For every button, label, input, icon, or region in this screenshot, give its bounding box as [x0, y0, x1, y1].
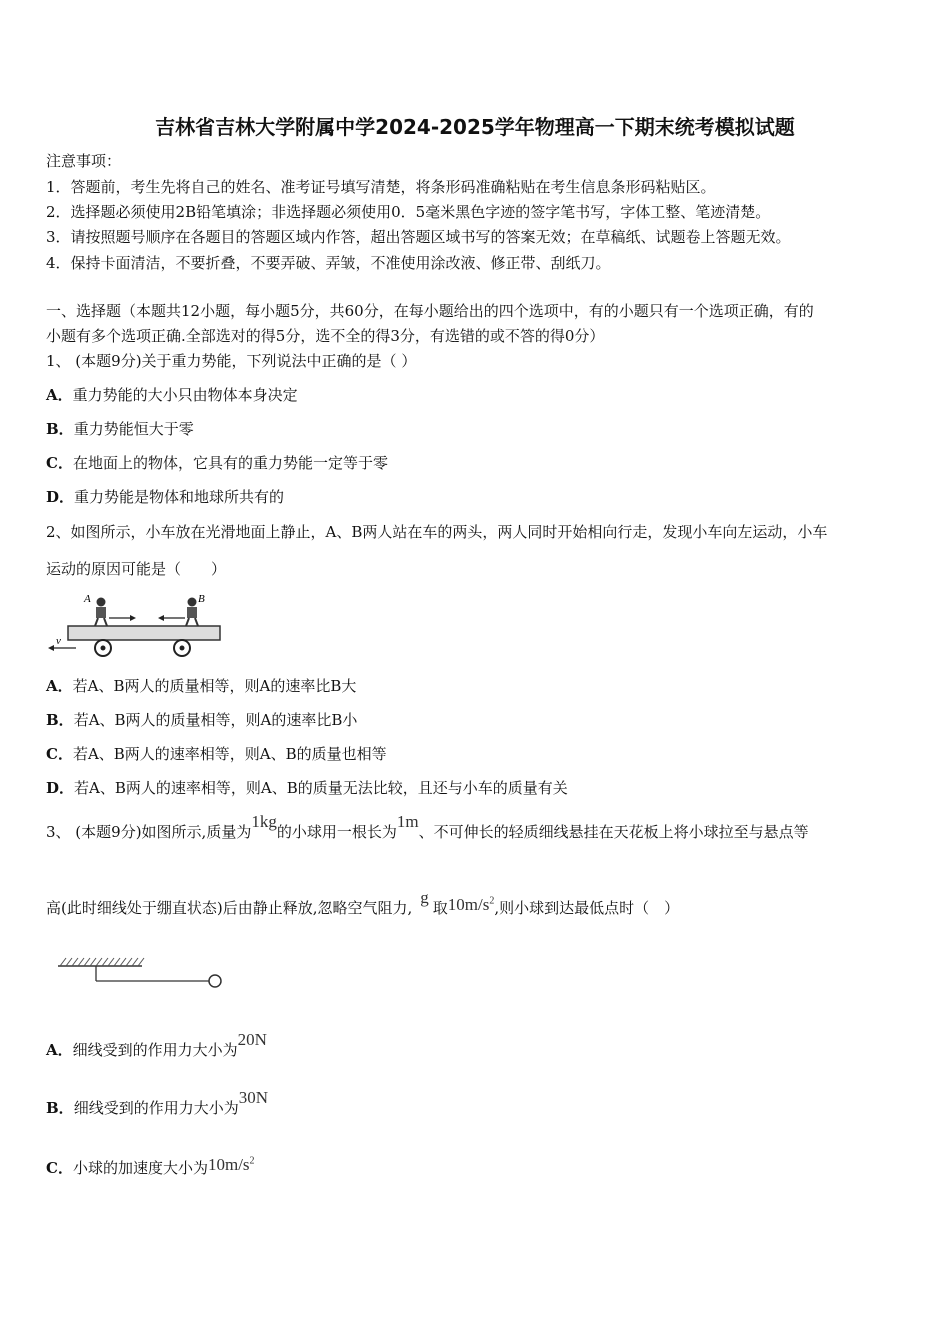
notice-heading: 注意事项：	[46, 152, 122, 170]
option-label: C．	[46, 1159, 73, 1177]
notice-item: 1．答题前，考生先将自己的姓名、准考证号填写清楚，将条形码准确粘贴在考生信息条形码粘贴区。	[46, 178, 716, 196]
option-label: C．	[46, 745, 73, 763]
option-label: A．	[46, 1041, 73, 1059]
page-title: 吉林省吉林大学附属中学2024-2025学年物理高一下期末统考模拟试题	[155, 115, 795, 139]
option-text: 若A、B两人的速率相等，则A、B的质量也相等	[72, 745, 387, 763]
stem-text: 取	[432, 899, 448, 917]
q1-option-d[interactable]	[46, 487, 284, 507]
q3-option-a[interactable]	[46, 1030, 267, 1070]
stem-text: 高(此时细线处于绷直状态)后由静止释放,忽略空气阻力,	[46, 899, 413, 917]
question-3-stem	[46, 812, 809, 852]
pendulum-figure	[54, 954, 226, 994]
stem-text: ,则小球到达最低点时（ ）	[494, 899, 680, 917]
g-value-number: 10m/s	[447, 894, 490, 914]
stem-text: 、不可伸长的轻质细线悬挂在天花板上将小球拉至与悬点等	[418, 823, 809, 841]
ball-icon	[209, 975, 221, 987]
option-text: 小球的加速度大小为	[72, 1159, 208, 1177]
option-text: 重力势能恒大于零	[73, 420, 194, 438]
question-3-stem-cont	[46, 888, 679, 928]
q1-option-b[interactable]	[46, 419, 194, 439]
label-v: v	[56, 635, 61, 647]
mass-value: 1kg	[251, 812, 277, 831]
g-value	[448, 895, 495, 914]
section-heading: 一、选择题（本题共12小题，每小题5分，共60分，在每小题给出的四个选项中，有的小题只有一个选项正确，有的	[46, 302, 814, 320]
option-text: 若A、B两人的质量相等，则A的速率比B小	[73, 711, 358, 729]
ceiling-hatch	[60, 958, 144, 966]
stem-text: 3、 (本题9分)如图所示,质量为	[46, 823, 252, 841]
option-label: B．	[46, 420, 74, 438]
option-label: A．	[46, 677, 73, 695]
question-2-stem: 2、如图所示，小车放在光滑地面上静止，A、B两人站在车的两头，两人同时开始相向行走，发现小车向左运动，小车	[46, 523, 828, 541]
option-label: A．	[46, 386, 73, 404]
question-1-stem: 1、 (本题9分)关于重力势能，下列说法中正确的是（ ）	[46, 352, 417, 370]
g-value-exponent: 2	[489, 895, 495, 906]
question-2-stem-cont: 运动的原因可能是（ ）	[46, 560, 227, 578]
notice-item: 2．选择题必须使用2B铅笔填涂；非选择题必须使用0．5毫米黑色字迹的签字笔书写，字体工整、笔迹清楚。	[46, 203, 771, 221]
option-label: D．	[46, 488, 75, 506]
section-heading-cont: 小题有多个选项正确.全部选对的得5分，选不全的得3分，有选错的或不答的得0分）	[46, 327, 605, 345]
option-value	[208, 1155, 255, 1174]
cart-figure	[46, 590, 226, 662]
option-value-number: 10m/s	[207, 1154, 250, 1174]
option-text: 在地面上的物体，它具有的重力势能一定等于零	[72, 454, 388, 472]
q2-option-a[interactable]	[46, 676, 356, 696]
q3-option-b[interactable]	[46, 1088, 268, 1128]
q1-option-c[interactable]	[46, 453, 388, 473]
option-text: 细线受到的作用力大小为	[73, 1099, 239, 1117]
notice-item: 4．保持卡面清洁，不要折叠，不要弄破、弄皱，不准使用涂改液、修正带、刮纸刀。	[46, 254, 611, 272]
option-label: B．	[46, 1099, 74, 1117]
option-label: C．	[46, 454, 73, 472]
option-value-exponent: 2	[249, 1155, 255, 1166]
person-a-icon	[95, 598, 107, 627]
cart-body	[68, 626, 220, 640]
option-value: 20N	[237, 1030, 267, 1049]
option-label: D．	[46, 779, 75, 797]
option-text: 若A、B两人的速率相等，则A、B的质量无法比较，且还与小车的质量有关	[74, 779, 568, 797]
person-b-icon	[186, 598, 198, 627]
option-value: 30N	[238, 1088, 268, 1107]
q2-option-c[interactable]	[46, 744, 387, 764]
q1-option-a[interactable]	[46, 385, 298, 405]
g-symbol: g	[420, 888, 429, 907]
option-text: 重力势能是物体和地球所共有的	[74, 488, 285, 506]
option-text: 若A、B两人的质量相等，则A的速率比B大	[72, 677, 357, 695]
q3-option-c[interactable]	[46, 1148, 255, 1188]
label-b: B	[198, 593, 205, 605]
option-label: B．	[46, 711, 74, 729]
label-a: A	[84, 593, 91, 605]
option-text: 细线受到的作用力大小为	[72, 1041, 238, 1059]
q2-option-d[interactable]	[46, 778, 568, 798]
length-value: 1m	[396, 812, 419, 831]
stem-text: 的小球用一根长为	[276, 823, 397, 841]
notice-item: 3．请按照题号顺序在各题目的答题区域内作答，超出答题区域书写的答案无效；在草稿纸、试题卷上答题无效。	[46, 228, 791, 246]
option-text: 重力势能的大小只由物体本身决定	[72, 386, 298, 404]
q2-option-b[interactable]	[46, 710, 357, 730]
